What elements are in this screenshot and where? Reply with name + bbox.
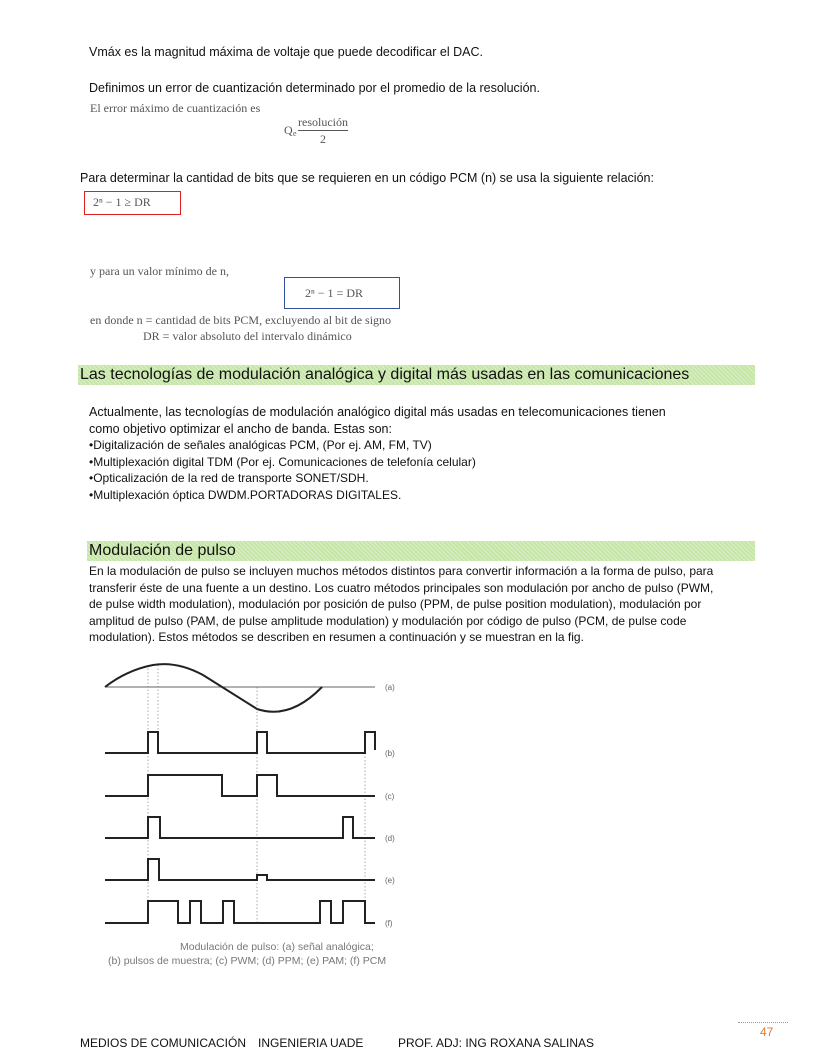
pwm-wave bbox=[105, 775, 375, 796]
q-symbol: Q bbox=[284, 123, 293, 137]
label-f: (f) bbox=[385, 919, 393, 928]
label-a: (a) bbox=[385, 683, 395, 692]
label-d: (d) bbox=[385, 834, 395, 843]
text-vmax: Vmáx es la magnitud máxima de voltaje que puede decodificar el DAC. bbox=[89, 45, 483, 59]
label-e: (e) bbox=[385, 876, 395, 885]
text-error-max: El error máximo de cuantización es bbox=[90, 101, 261, 115]
section-heading-pulse-modulation: Modulación de pulso bbox=[89, 542, 236, 559]
formula-box-blue bbox=[284, 277, 400, 309]
paragraph-line: En la modulación de pulso se incluyen muchos métodos distintos para convertir información a la forma de pulso, para bbox=[89, 564, 714, 578]
bullet-item: •Digitalización de señales analógicas PCM, (Por ej. AM, FM, TV) bbox=[89, 438, 432, 452]
footer-school: INGENIERIA UADE bbox=[258, 1036, 364, 1050]
bullet-item: •Multiplexación digital TDM (Por ej. Comunicaciones de telefonía celular) bbox=[89, 454, 476, 469]
label-b: (b) bbox=[385, 749, 395, 758]
pam-wave bbox=[105, 859, 375, 880]
paragraph-line: modulation). Estos métodos se describen en resumen a continuación y se muestran en la fig. bbox=[89, 630, 584, 644]
text-def-n: en donde n = cantidad de bits PCM, excluyendo al bit de signo bbox=[90, 313, 392, 327]
figure-caption-line1: Modulación de pulso: (a) señal analógica; bbox=[180, 941, 374, 953]
bullet-item: •Opticalización de la red de transporte SONET/SDH. bbox=[89, 471, 369, 485]
q-numerator: resolución bbox=[298, 115, 348, 129]
paragraph-line: de pulse width modulation), modulación por posición de pulso (PPM, de pulse position modulation), modulación por bbox=[89, 597, 702, 611]
sample-pulses-wave bbox=[105, 732, 375, 753]
formula-box-red bbox=[84, 191, 181, 215]
figure-caption-line2: (b) pulsos de muestra; (c) PWM; (d) PPM; (e) PAM; (f) PCM bbox=[108, 955, 387, 967]
paragraph-line: como objetivo optimizar el ancho de banda. Estas son: bbox=[89, 421, 392, 436]
paragraph-line: transferir éste de una fuente a un destino. Los cuatro métodos principales son modulación por ancho de pulso (PWM, bbox=[89, 580, 714, 595]
text-def-dr: DR = valor absoluto del intervalo dinámico bbox=[143, 329, 352, 343]
section-heading-technologies: Las tecnologías de modulación analógica y digital más usadas en las comunicaciones bbox=[80, 366, 690, 383]
pcm-wave bbox=[105, 901, 375, 923]
section2-body bbox=[89, 563, 713, 646]
label-c: (c) bbox=[385, 792, 395, 801]
text-min-n: y para un valor mínimo de n, bbox=[90, 264, 229, 278]
paragraph-line: Actualmente, las tecnologías de modulación analógico digital más usadas en telecomunicaciones tienen bbox=[89, 405, 666, 419]
pulse-modulation-figure bbox=[95, 660, 415, 940]
formula-equality: 2ⁿ − 1 = DR bbox=[305, 286, 363, 300]
q-subscript: e bbox=[293, 129, 297, 138]
footer-course: MEDIOS DE COMUNICACIÓN bbox=[80, 1036, 247, 1050]
analog-signal-wave bbox=[105, 664, 322, 712]
q-denominator: 2 bbox=[320, 132, 326, 146]
ppm-wave bbox=[105, 817, 375, 838]
page-number-rule bbox=[738, 1022, 788, 1023]
footer-professor: PROF. ADJ: ING ROXANA SALINAS bbox=[398, 1036, 595, 1050]
paragraph-line: amplitud de pulso (PAM, de pulse amplitude modulation) y modulación por código de pulso (PCM, de pulse code bbox=[89, 613, 687, 628]
bullet-item: •Multiplexación óptica DWDM.PORTADORAS DIGITALES. bbox=[89, 487, 402, 502]
text-pcm-relation: Para determinar la cantidad de bits que se requieren en un código PCM (n) se usa la siguiente relación: bbox=[80, 171, 654, 185]
formula-inequality: 2ⁿ − 1 ≥ DR bbox=[93, 195, 151, 209]
section1-body bbox=[89, 404, 666, 503]
text-error-definition: Definimos un error de cuantización determinado por el promedio de la resolución. bbox=[89, 81, 540, 95]
page-number: 47 bbox=[760, 1025, 774, 1039]
